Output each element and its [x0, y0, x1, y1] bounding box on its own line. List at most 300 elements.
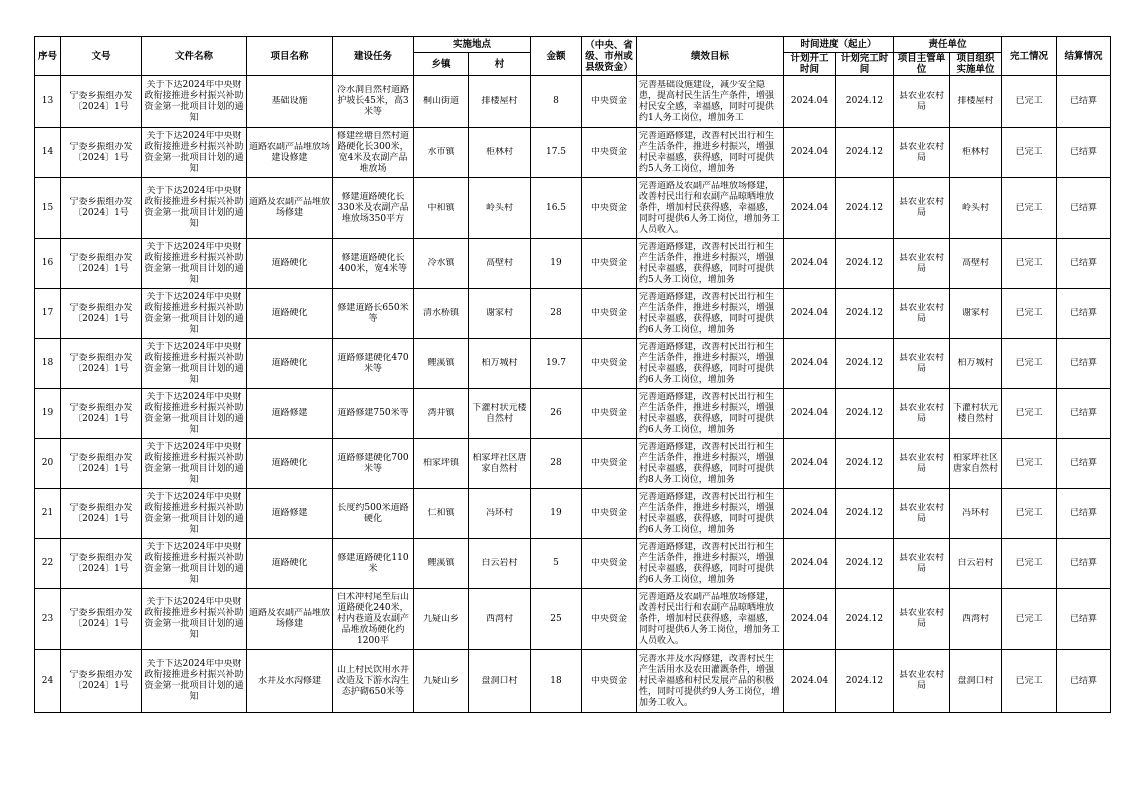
org-cell-text: 柏万城村 — [957, 358, 994, 368]
goal-cell — [637, 128, 784, 178]
project-name-cell-text: 道路硬化 — [271, 258, 308, 268]
fund-level-cell-text: 中央资金 — [591, 308, 628, 318]
settlement-cell — [1057, 289, 1111, 339]
plan-start-cell — [784, 239, 836, 289]
settlement-cell-text: 已结算 — [1070, 508, 1098, 518]
doc-no-cell — [61, 76, 142, 128]
plan-end-cell-text: 2024.12 — [845, 558, 884, 568]
dept-cell — [894, 178, 950, 239]
fund-level-cell-text: 中央资金 — [591, 147, 628, 157]
amount-cell — [531, 239, 582, 289]
town-cell — [414, 339, 469, 389]
dept-cell-text: 县农业农村局 — [899, 302, 945, 324]
amount-cell — [531, 650, 582, 713]
goal-cell-text: 完善道路及农副产品堆放场修建，改善村民出行和农副产品晾晒堆放条件，增加村民获得感，幸福感，同时可提供6人务工岗位，增加务工人员收入。 — [639, 180, 780, 235]
village-cell — [469, 339, 531, 389]
project-name-cell-text: 基础设施 — [271, 96, 308, 106]
village-cell — [469, 650, 531, 713]
org-cell-text: 西湾村 — [962, 613, 990, 624]
plan-start-cell-text: 2024.04 — [790, 147, 829, 157]
amount-cell — [531, 439, 582, 489]
dept-cell — [894, 289, 950, 339]
dept-cell-text: 县农业农村局 — [899, 197, 945, 218]
header-task: 建设任务 — [333, 37, 414, 76]
table-row — [35, 128, 1111, 178]
file-name-cell-text: 关于下达2024年中央财政衔接推进乡村振兴补助资金第一批项目计划的通知 — [144, 441, 244, 485]
settlement-cell-text: 已结算 — [1070, 258, 1098, 268]
town-cell — [414, 439, 469, 489]
village-cell-text: 排楼屋村 — [481, 96, 518, 106]
table-body — [35, 76, 1111, 713]
village-cell — [469, 539, 531, 589]
town-cell — [414, 289, 469, 339]
plan-end-cell — [836, 76, 894, 128]
completion-cell — [1002, 128, 1057, 178]
task-cell — [333, 389, 414, 439]
task-cell — [333, 178, 414, 239]
goal-cell — [637, 389, 784, 439]
fund-level-cell — [582, 178, 637, 239]
org-cell — [950, 178, 1002, 239]
dept-cell — [894, 76, 950, 128]
seq-cell — [35, 239, 61, 289]
project-name-cell-text: 水井及水沟修建 — [257, 675, 321, 686]
seq-cell-text: 19 — [41, 408, 54, 418]
plan-end-cell — [836, 539, 894, 589]
org-cell — [950, 389, 1002, 439]
fund-level-cell — [582, 439, 637, 489]
village-cell-text: 岭头村 — [486, 202, 514, 213]
town-cell-text: 鲤溪镇 — [427, 358, 455, 368]
goal-cell — [637, 339, 784, 389]
seq-cell — [35, 178, 61, 239]
amount-cell — [531, 489, 582, 539]
plan-start-cell-text: 2024.04 — [790, 358, 829, 368]
dept-cell-text: 县农业农村局 — [899, 252, 945, 274]
village-cell — [469, 76, 531, 128]
settlement-cell-text: 已结算 — [1070, 458, 1098, 468]
table-row — [35, 339, 1111, 389]
doc-no-cell-text: 宁委乡振组办发〔2024〕1号 — [69, 502, 133, 524]
plan-end-cell-text: 2024.12 — [845, 508, 884, 518]
org-cell — [950, 539, 1002, 589]
dept-cell — [894, 389, 950, 439]
project-name-cell — [247, 178, 333, 239]
fund-level-cell — [582, 489, 637, 539]
file-name-cell — [142, 128, 247, 178]
header-seq: 序号 — [35, 37, 61, 76]
amount-cell-text: 19.7 — [545, 358, 567, 368]
project-name-cell-text: 道路硬化 — [271, 558, 308, 568]
completion-cell-text: 已完工 — [1015, 408, 1043, 418]
org-cell-text: 排楼屋村 — [957, 96, 994, 106]
completion-cell-text: 已完工 — [1015, 458, 1043, 468]
doc-no-cell-text: 宁委乡振组办发〔2024〕1号 — [69, 552, 133, 574]
plan-start-cell — [784, 178, 836, 239]
header-plan-end: 计划完工时间 — [836, 53, 894, 76]
dept-cell — [894, 339, 950, 389]
doc-no-cell-text: 宁委乡振组办发〔2024〕1号 — [69, 90, 133, 112]
amount-cell-text: 16.5 — [545, 202, 567, 213]
goal-cell — [637, 289, 784, 339]
file-name-cell — [142, 339, 247, 389]
dept-cell-text: 县农业农村局 — [899, 670, 945, 691]
completion-cell — [1002, 489, 1057, 539]
project-name-cell — [247, 589, 333, 650]
file-name-cell-text: 关于下达2024年中央财政衔接推进乡村振兴补助资金第一批项目计划的通知 — [144, 186, 244, 229]
village-cell-text: 下灌村状元楼自然村 — [472, 402, 527, 424]
dept-cell-text: 县农业农村局 — [899, 90, 945, 112]
plan-start-cell — [784, 339, 836, 389]
goal-cell — [637, 589, 784, 650]
org-cell — [950, 439, 1002, 489]
goal-cell-text: 完善道路修建，改善村民出行和生产生活条件，推进乡村振兴，增强村民幸福感，获得感，同时可提供约6人务工岗位，增加务 — [639, 491, 775, 535]
org-cell — [950, 128, 1002, 178]
plan-start-cell — [784, 389, 836, 439]
settlement-cell — [1057, 239, 1111, 289]
town-cell-text: 九疑山乡 — [422, 613, 459, 624]
goal-cell-text: 完善道路及农副产品堆放场修建，改善村民出行和农副产品晾晒堆放条件，增加村民获得感，幸福感，同时可提供6人务工岗位，增加务工人员收入。 — [639, 591, 780, 646]
village-cell-text: 谢家村 — [486, 308, 514, 318]
doc-no-cell — [61, 339, 142, 389]
plan-end-cell — [836, 289, 894, 339]
town-cell-text: 柏家坪镇 — [422, 458, 459, 468]
dept-cell-text: 县农业农村局 — [899, 402, 945, 424]
amount-cell-text: 19 — [550, 258, 562, 268]
dept-cell — [894, 439, 950, 489]
org-cell — [950, 76, 1002, 128]
task-cell — [333, 239, 414, 289]
seq-cell-text: 17 — [41, 308, 54, 318]
completion-cell-text: 已完工 — [1015, 613, 1043, 624]
header-town: 乡镇 — [414, 53, 469, 76]
dept-cell — [894, 650, 950, 713]
header-completion: 完工情况 — [1002, 37, 1057, 76]
project-name-cell — [247, 439, 333, 489]
completion-cell — [1002, 239, 1057, 289]
header-settlement: 结算情况 — [1057, 37, 1111, 76]
doc-no-cell — [61, 239, 142, 289]
town-cell — [414, 389, 469, 439]
doc-no-cell-text: 宁委乡振组办发〔2024〕1号 — [69, 452, 133, 474]
plan-end-cell — [836, 239, 894, 289]
amount-cell-text: 18 — [550, 675, 562, 686]
plan-start-cell-text: 2024.04 — [790, 308, 829, 318]
amount-cell — [531, 289, 582, 339]
town-cell-text: 水市镇 — [427, 147, 455, 157]
dept-cell — [894, 539, 950, 589]
project-name-cell-text: 道路农副产品堆放场建设修建 — [249, 141, 330, 163]
dept-cell — [894, 239, 950, 289]
task-cell-text: 道路修建750米等 — [337, 408, 409, 418]
completion-cell — [1002, 289, 1057, 339]
plan-end-cell-text: 2024.12 — [845, 147, 884, 157]
settlement-cell-text: 已结算 — [1070, 558, 1098, 568]
fund-level-cell-text: 中央资金 — [591, 358, 628, 368]
project-table — [34, 36, 1111, 713]
completion-cell-text: 已完工 — [1015, 508, 1043, 518]
plan-start-cell-text: 2024.04 — [790, 675, 829, 686]
task-cell — [333, 128, 414, 178]
plan-end-cell — [836, 339, 894, 389]
village-cell — [469, 589, 531, 650]
plan-start-cell-text: 2024.04 — [790, 96, 829, 106]
project-name-cell-text: 道路及农副产品堆放场修建 — [249, 197, 330, 218]
seq-cell — [35, 76, 61, 128]
org-cell — [950, 239, 1002, 289]
file-name-cell — [142, 650, 247, 713]
doc-no-cell-text: 宁委乡振组办发〔2024〕1号 — [69, 670, 133, 691]
header-schedule: 时间进度（起止） — [784, 37, 894, 53]
header-responsible: 责任单位 — [894, 37, 1002, 53]
completion-cell — [1002, 650, 1057, 713]
plan-start-cell — [784, 76, 836, 128]
settlement-cell — [1057, 76, 1111, 128]
file-name-cell — [142, 439, 247, 489]
task-cell-text: 长度约500米道路硬化 — [337, 502, 409, 524]
plan-start-cell-text: 2024.04 — [790, 613, 829, 624]
task-cell-text: 冷水洞自然村道路护坡长45米，高3米等 — [336, 85, 409, 117]
goal-cell-text: 完善水井及水沟修建，改善村民生产生活用水及农田灌溉条件，增强村民幸福感和村民发展产品的积极性，同时可提供约9人务工岗位，增加务工收入。 — [639, 653, 780, 708]
settlement-cell-text: 已结算 — [1070, 202, 1098, 213]
header-plan-start: 计划开工时间 — [784, 53, 836, 76]
fund-level-cell — [582, 589, 637, 650]
project-name-cell — [247, 128, 333, 178]
seq-cell-text: 16 — [41, 258, 54, 268]
plan-end-cell — [836, 128, 894, 178]
table-row — [35, 289, 1111, 339]
goal-cell-text: 完善道路修建，改善村民出行和生产生活条件，推进乡村振兴，增强村民幸福感，获得感，同时可提供约6人务工岗位，增加务 — [639, 291, 775, 335]
fund-level-cell — [582, 76, 637, 128]
settlement-cell — [1057, 589, 1111, 650]
seq-cell — [35, 489, 61, 539]
task-cell-text: 修建道路长650米等 — [337, 302, 409, 324]
task-cell-text: 山上村民饮用水井改造及下游水沟生态护砌650米等 — [336, 664, 409, 697]
village-cell — [469, 439, 531, 489]
goal-cell — [637, 439, 784, 489]
fund-level-cell-text: 中央资金 — [591, 458, 628, 468]
town-cell — [414, 539, 469, 589]
file-name-cell-text: 关于下达2024年中央财政衔接推进乡村振兴补助资金第一批项目计划的通知 — [144, 541, 244, 585]
task-cell-text: 道路修建硬化470米等 — [337, 352, 409, 374]
header-amount: 金额 — [531, 37, 582, 76]
org-cell-text: 盘洞口村 — [957, 675, 994, 686]
fund-level-cell — [582, 289, 637, 339]
settlement-cell — [1057, 539, 1111, 589]
plan-start-cell-text: 2024.04 — [790, 258, 829, 268]
village-cell — [469, 289, 531, 339]
file-name-cell-text: 关于下达2024年中央财政衔接推进乡村振兴补助资金第一批项目计划的通知 — [144, 491, 244, 535]
project-name-cell — [247, 339, 333, 389]
town-cell — [414, 76, 469, 128]
doc-no-cell — [61, 589, 142, 650]
seq-cell — [35, 128, 61, 178]
task-cell — [333, 439, 414, 489]
town-cell-text: 湾井镇 — [427, 408, 455, 418]
seq-cell-text: 13 — [41, 96, 54, 106]
org-cell-text: 柏家坪社区唐家自然村 — [953, 452, 999, 474]
amount-cell — [531, 389, 582, 439]
plan-start-cell — [784, 650, 836, 713]
completion-cell-text: 已完工 — [1015, 96, 1043, 106]
settlement-cell — [1057, 178, 1111, 239]
file-name-cell-text: 关于下达2024年中央财政衔接推进乡村振兴补助资金第一批项目计划的通知 — [144, 130, 244, 174]
seq-cell — [35, 339, 61, 389]
town-cell-text: 桐山街道 — [422, 96, 459, 106]
amount-cell — [531, 178, 582, 239]
seq-cell — [35, 389, 61, 439]
dept-cell — [894, 489, 950, 539]
table-row — [35, 589, 1111, 650]
plan-start-cell — [784, 289, 836, 339]
file-name-cell-text: 关于下达2024年中央财政衔接推进乡村振兴补助资金第一批项目计划的通知 — [144, 597, 244, 640]
plan-start-cell-text: 2024.04 — [790, 558, 829, 568]
task-cell — [333, 650, 414, 713]
completion-cell-text: 已完工 — [1015, 258, 1043, 268]
village-cell-text: 高壁村 — [486, 258, 514, 268]
completion-cell-text: 已完工 — [1015, 202, 1043, 213]
plan-end-cell-text: 2024.12 — [845, 458, 884, 468]
settlement-cell — [1057, 439, 1111, 489]
seq-cell-text: 20 — [41, 458, 54, 468]
dept-cell-text: 县农业农村局 — [899, 352, 945, 374]
table-row — [35, 650, 1111, 713]
task-cell — [333, 539, 414, 589]
completion-cell — [1002, 178, 1057, 239]
goal-cell-text: 完善道路修建，改善村民出行和生产生活条件，推进乡村振兴，增强村民幸福感，获得感，同时可提供约6人务工岗位，增加务 — [639, 341, 775, 385]
goal-cell — [637, 239, 784, 289]
seq-cell-text: 15 — [41, 202, 54, 213]
dept-cell-text: 县农业农村局 — [899, 552, 945, 574]
amount-cell — [531, 339, 582, 389]
town-cell — [414, 650, 469, 713]
fund-level-cell-text: 中央资金 — [591, 508, 628, 518]
org-cell — [950, 289, 1002, 339]
amount-cell-text: 28 — [550, 458, 562, 468]
seq-cell — [35, 589, 61, 650]
plan-start-cell-text: 2024.04 — [790, 408, 829, 418]
settlement-cell-text: 已结算 — [1070, 147, 1098, 157]
settlement-cell-text: 已结算 — [1070, 358, 1098, 368]
town-cell-text: 冷水镇 — [427, 258, 455, 268]
goal-cell-text: 完善基础设施建设，减少安全隐患，提高村民生活生产条件，增强村民安全感，幸福感，同时可提供约1人务工岗位，增加务工 — [639, 79, 775, 123]
task-cell-text: 修建道路硬化长400米，宽4米等 — [339, 252, 407, 274]
town-cell-text: 清水桥镇 — [422, 308, 459, 318]
org-cell-text: 谢家村 — [962, 308, 990, 318]
completion-cell — [1002, 439, 1057, 489]
settlement-cell — [1057, 489, 1111, 539]
settlement-cell — [1057, 128, 1111, 178]
doc-no-cell-text: 宁委乡振组办发〔2024〕1号 — [69, 141, 133, 163]
doc-no-cell — [61, 178, 142, 239]
village-cell-text: 柏万城村 — [481, 358, 518, 368]
doc-no-cell-text: 宁委乡振组办发〔2024〕1号 — [69, 252, 133, 274]
plan-start-cell — [784, 128, 836, 178]
amount-cell-text: 8 — [553, 96, 559, 106]
org-cell-text: 岭头村 — [962, 202, 990, 213]
settlement-cell-text: 已结算 — [1070, 408, 1098, 418]
fund-level-cell-text: 中央资金 — [591, 408, 628, 418]
dept-cell-text: 县农业农村局 — [899, 502, 945, 524]
table-row — [35, 389, 1111, 439]
file-name-cell — [142, 589, 247, 650]
doc-no-cell-text: 宁委乡振组办发〔2024〕1号 — [69, 197, 133, 218]
completion-cell — [1002, 389, 1057, 439]
goal-cell — [637, 76, 784, 128]
amount-cell — [531, 539, 582, 589]
dept-cell — [894, 589, 950, 650]
org-cell-text: 高壁村 — [962, 258, 990, 268]
village-cell-text: 白云岩村 — [481, 558, 518, 568]
header-row-1 — [35, 37, 1111, 53]
plan-end-cell — [836, 589, 894, 650]
org-cell — [950, 650, 1002, 713]
table-row — [35, 489, 1111, 539]
fund-level-cell — [582, 650, 637, 713]
completion-cell-text: 已完工 — [1015, 147, 1043, 157]
village-cell — [469, 489, 531, 539]
seq-cell-text: 21 — [41, 508, 54, 518]
task-cell-text: 修建道路硬化长330米及农副产品堆放场350平方 — [337, 191, 409, 224]
org-cell-text: 柜林村 — [962, 147, 990, 157]
project-name-cell — [247, 539, 333, 589]
org-cell — [950, 589, 1002, 650]
file-name-cell — [142, 76, 247, 128]
goal-cell-text: 完善道路修建，改善村民出行和生产生活条件，推进乡村振兴，增强村民幸福感，获得感，同时可提供约5人务工岗位，增加务 — [639, 241, 775, 285]
amount-cell — [531, 589, 582, 650]
plan-start-cell-text: 2024.04 — [790, 508, 829, 518]
plan-end-cell — [836, 178, 894, 239]
settlement-cell — [1057, 389, 1111, 439]
dept-cell — [894, 128, 950, 178]
amount-cell-text: 28 — [550, 308, 562, 318]
seq-cell — [35, 650, 61, 713]
fund-level-cell-text: 中央资金 — [591, 558, 628, 568]
task-cell — [333, 289, 414, 339]
town-cell-text: 仁和镇 — [427, 508, 455, 518]
village-cell-text: 柏家坪社区唐家自然村 — [472, 452, 527, 474]
seq-cell — [35, 289, 61, 339]
file-name-cell — [142, 539, 247, 589]
plan-end-cell-text: 2024.12 — [845, 308, 884, 318]
project-name-cell-text: 道路硬化 — [271, 358, 308, 368]
settlement-cell-text: 已结算 — [1070, 613, 1098, 624]
plan-start-cell-text: 2024.04 — [790, 458, 829, 468]
fund-level-cell-text: 中央资金 — [591, 675, 628, 686]
header-fund-level: （中央、省级、市州或县级资金） — [582, 37, 637, 76]
amount-cell — [531, 76, 582, 128]
seq-cell — [35, 439, 61, 489]
settlement-cell-text: 已结算 — [1070, 675, 1098, 686]
dept-cell-text: 县农业农村局 — [899, 141, 945, 163]
plan-end-cell — [836, 439, 894, 489]
task-cell-text: 白术冲村尾至后山道路硬化240米，村内巷道及农副产品堆放场硬化约1200平 — [336, 591, 409, 646]
doc-no-cell-text: 宁委乡振组办发〔2024〕1号 — [69, 402, 133, 424]
org-cell-text: 白云岩村 — [957, 558, 994, 568]
doc-no-cell — [61, 289, 142, 339]
fund-level-cell — [582, 339, 637, 389]
seq-cell-text: 24 — [41, 675, 54, 686]
plan-start-cell — [784, 539, 836, 589]
fund-level-cell-text: 中央资金 — [591, 258, 628, 268]
file-name-cell-text: 关于下达2024年中央财政衔接推进乡村振兴补助资金第一批项目计划的通知 — [144, 79, 244, 123]
doc-no-cell — [61, 389, 142, 439]
completion-cell-text: 已完工 — [1015, 675, 1043, 686]
seq-cell-text: 23 — [41, 613, 54, 624]
settlement-cell — [1057, 339, 1111, 389]
fund-level-cell-text: 中央资金 — [591, 613, 628, 624]
seq-cell-text: 18 — [41, 358, 54, 368]
